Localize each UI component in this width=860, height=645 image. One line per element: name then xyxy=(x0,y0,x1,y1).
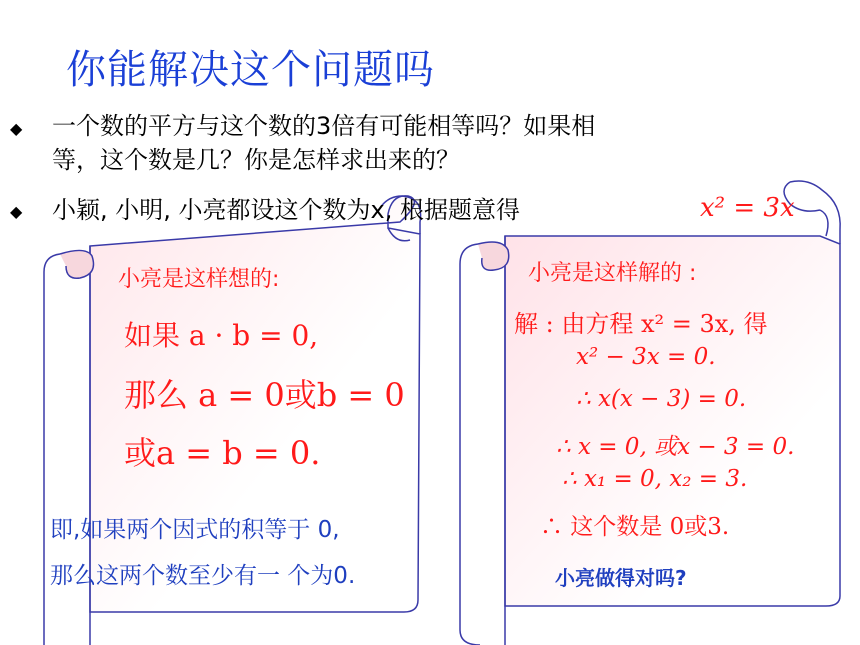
bullet-1-line-2: 等，这个数是几？你是怎样求出来的？ xyxy=(52,146,460,174)
left-scroll-line-2: 那么 a = 0或b = 0 xyxy=(124,376,405,414)
right-scroll-step-2: x² − 3x = 0. xyxy=(576,344,716,370)
bullet-diamond-icon: ◆ xyxy=(10,202,23,221)
left-scroll-note-1: 即,如果两个因式的积等于 0, xyxy=(50,517,340,543)
page-title: 你能解决这个问题吗 xyxy=(66,47,435,93)
left-scroll-line-1: 如果 a · b = 0, xyxy=(124,319,319,352)
bullet-diamond-icon: ◆ xyxy=(10,119,23,138)
bullet-2-equation: x² = 3x xyxy=(700,193,795,223)
bullet-2-line-1: 小颖, 小明, 小亮都设这个数为x, 根据题意得 xyxy=(52,196,520,224)
left-scroll-line-3: 或a = b = 0. xyxy=(124,434,321,472)
right-scroll-step-3: ∴ x(x − 3) = 0. xyxy=(576,386,747,412)
right-scroll-step-1: 解 : 由方程 x² = 3x, 得 xyxy=(514,310,768,338)
bullet-1-line-1: 一个数的平方与这个数的3倍有可能相等吗？如果相 xyxy=(52,112,596,140)
right-scroll-step-5: ∴ x₁ = 0, x₂ = 3. xyxy=(562,466,748,492)
right-scroll-step-6: ∴ 这个数是 0或3. xyxy=(540,514,730,540)
right-scroll-question: 小亮做得对吗? xyxy=(555,566,687,590)
right-scroll-heading: 小亮是这样解的 : xyxy=(528,261,697,286)
left-scroll-heading: 小亮是这样想的: xyxy=(118,267,280,292)
left-scroll-note-2: 那么这两个数至少有一 个为0. xyxy=(50,563,356,589)
right-scroll-step-4: ∴ x = 0, 或x − 3 = 0. xyxy=(556,434,795,460)
